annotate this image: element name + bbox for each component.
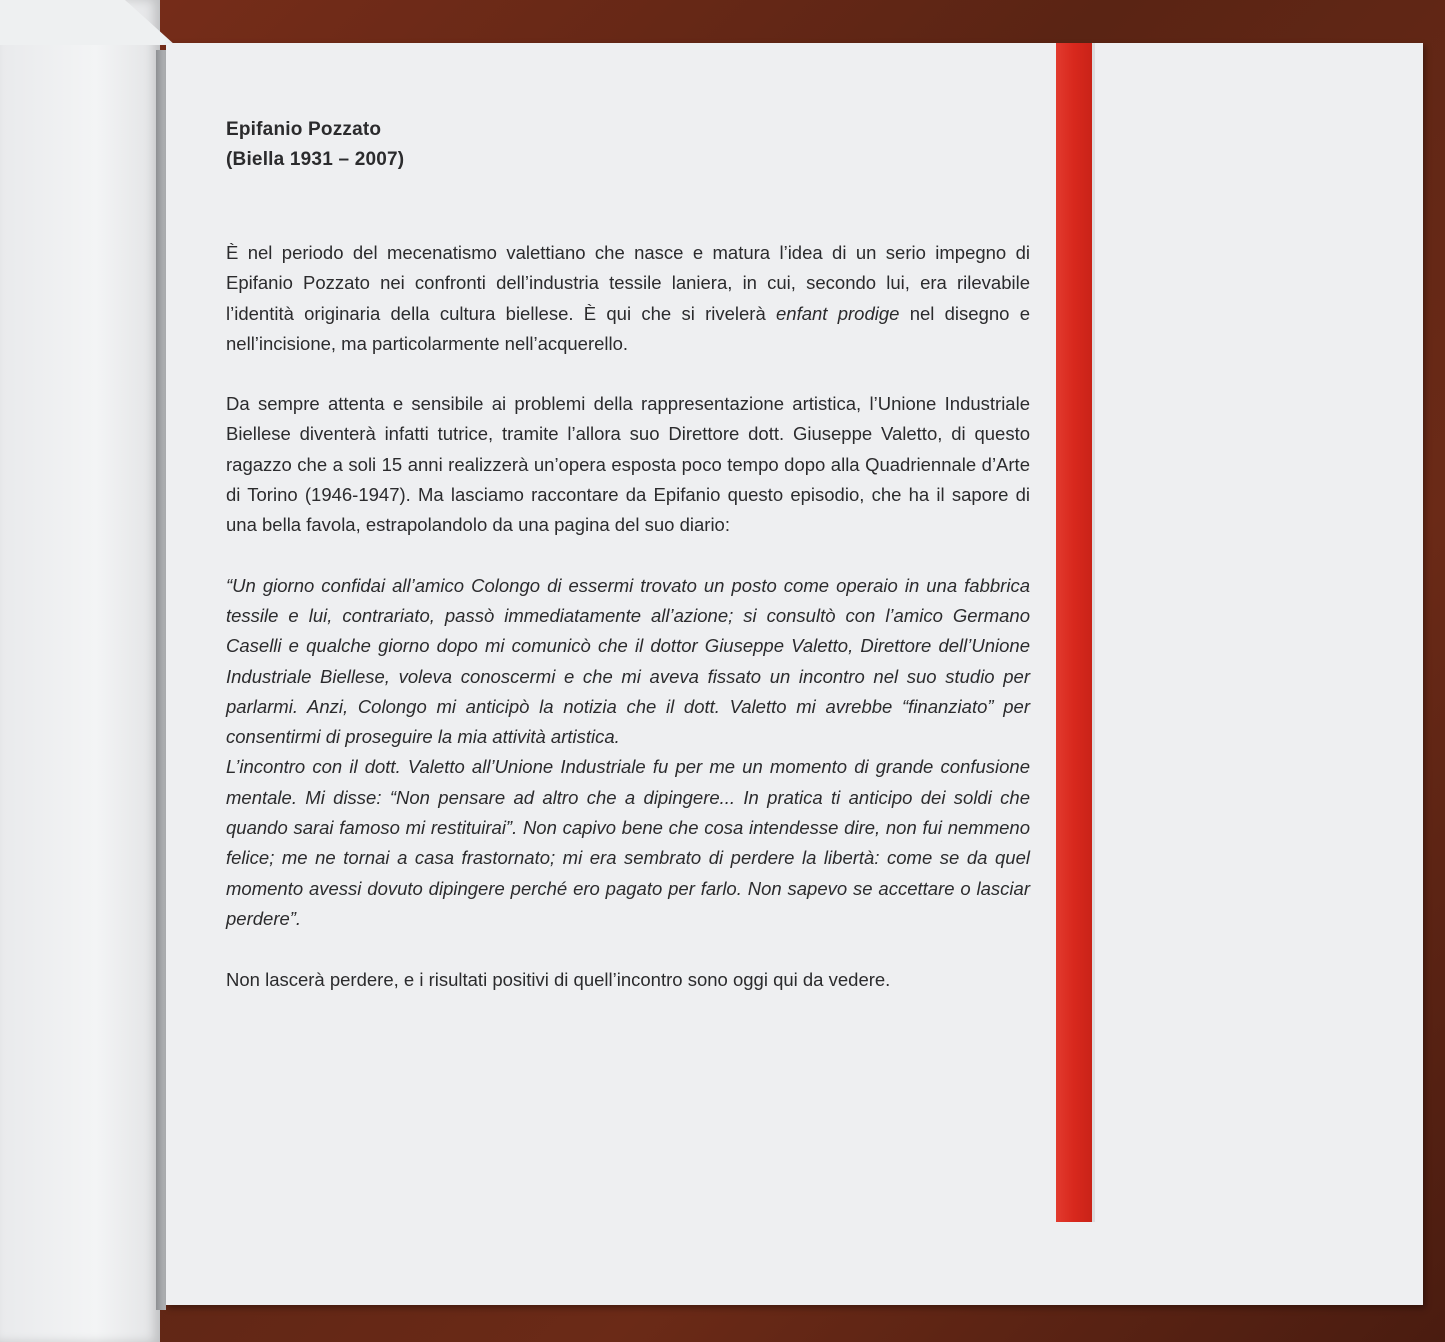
author-name: Epifanio Pozzato (226, 119, 382, 140)
book-gutter (156, 50, 166, 1310)
red-bar-shadow (1092, 43, 1095, 1222)
paragraph-union: Da sempre attenta e sensibile ai problemi della rappresentazione artistica, l’Unione Industriale Biellese diventerà infatti tutrice, tramite l’allora suo Direttore dott. Giuseppe Valetto, di questo ragazzo che a soli 15 anni realizzerà un’opera esposta poco tempo dopo alla Quadriennale d’Arte di Torino (1946-1947). Ma lasciamo raccontare da Epifanio questo episodio, che ha il sapore di una bella favola, estrapolandolo da una pagina del suo diario: (226, 393, 1030, 536)
left-page (0, 0, 160, 1342)
diary-quote-part-1: “Un giorno confidai all’amico Colongo di essermi trovato un posto come operaio in una fabbrica tessile e lui, contrariato, passò immediatamente all’azione; si consultò con l’amico Germano Caselli e qualche giorno dopo mi comunicò che il dottor Giuseppe Valetto, Direttore dell’Unione Industriale Biellese, voleva conoscermi e che mi aveva fissato un incontro nel suo studio per parlarmi. Anzi, Colongo mi anticipò la notizia che il dott. Valetto mi avrebbe “finanziato” per consentirmi di proseguire la mia attività artistica. (226, 574, 1030, 748)
author-dates: (Biella 1931 – 2007) (226, 149, 405, 170)
paragraph-intro-text-start: È nel periodo del mecenatismo valettiano che nasce e matura l’idea di un serio impegno di Epifanio Pozzato nei confronti dell’industria tessile laniera, in cui, secondo lui, era rilevabile l’identità originaria della cultura biellese. È qui che si rivelerà (226, 242, 1030, 324)
paragraph-intro-emphasis: enfant prodige (776, 302, 900, 324)
diary-quote-part-2: L’incontro con il dott. Valetto all’Unione Industriale fu per me un momento di grande confusione mentale. Mi disse: “Non pensare ad altro che a dipingere... In pratica ti anticipo dei soldi che quando sarai famoso mi restituirai”. Non capivo bene che cosa intendesse dire, non fui nemmeno felice; me ne tornai a casa frastornato; mi era sembrato di perdere la libertà: come se da quel momento avessi dovuto dipingere perché ero pagato per farlo. Non sapevo se accettare o lasciar perdere”. (226, 756, 1030, 929)
page-content (226, 115, 1030, 996)
paragraph-closing: Non lascerà perdere, e i risultati positivi di quell’incontro sono oggi qui da vedere. (226, 969, 891, 991)
red-accent-bar (1056, 43, 1092, 1222)
paragraph-intro-text-end: nel disegno e nell’incisione, ma particolarmente nell’acquerello. (226, 302, 1031, 354)
paragraph-intro (226, 238, 1030, 359)
right-page (166, 43, 1423, 1305)
